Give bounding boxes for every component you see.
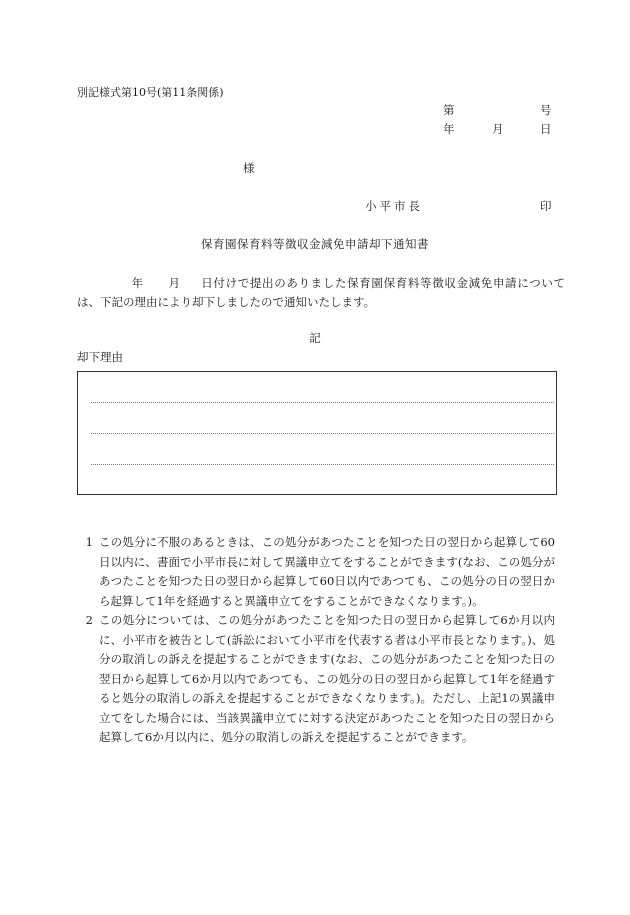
date-month-label: 月	[492, 122, 504, 136]
reason-line-3	[91, 464, 554, 465]
body-paragraph	[77, 274, 565, 312]
issuer-name: 小平市長	[365, 199, 423, 213]
form-number: 別記様式第10号(第11条関係)	[77, 86, 224, 99]
ki-heading: 記	[309, 331, 321, 345]
rejection-reason-box	[77, 371, 557, 495]
body-text: 日付けで提出のありました保育園保育料等徴収金減免申請については、下記の理由により却下しましたので通知いたします。	[77, 276, 565, 309]
document-number-suffix: 号	[540, 103, 552, 117]
note-number: 1	[85, 535, 93, 549]
note-item	[77, 611, 555, 748]
rejection-reason-label: 却下理由	[77, 350, 123, 364]
date-year-label: 年	[443, 122, 455, 136]
document-number-prefix: 第	[443, 103, 455, 117]
reason-line-1	[91, 402, 554, 403]
addressee-honorific: 様	[243, 161, 255, 175]
note-number: 2	[85, 613, 93, 627]
document-title: 保育園保育料等徴収金減免申請却下通知書	[201, 237, 429, 251]
seal-mark: 印	[540, 199, 552, 213]
reason-line-2	[91, 433, 554, 434]
body-year-label: 年	[131, 276, 144, 290]
date-day-label: 日	[540, 122, 552, 136]
notes-section	[77, 533, 555, 748]
note-text: この処分に不服のあるときは、この処分があつたことを知つた日の翌日から起算して60日以内に、書面で小平市長に対して異議申立てをすることができます(なお、この処分があつたことを知つた日の翌日から起算して60日以内であつても、この処分の日の翌日から起算して1年を経過すると異議申立てをすることができなくなります。)。	[99, 535, 555, 608]
note-item	[77, 533, 555, 611]
note-text: この処分については、この処分があつたことを知つた日の翌日から起算して6か月以内に、小平市を被告として(訴訟において小平市を代表する者は小平市長となります。)、処分の取消しの訴えを提起することができます(なお、この処分があつたことを知つた日の翌日から起算して6か月以内であつても、この処分の日の翌日から起算して1年を経過すると処分の取消しの訴えを提起することができなくなります。)。ただし、上記1の異議申立てをした場合には、当該異議申立てに対する決定があつたことを知つた日の翌日から起算して6か月以内に、処分の取消しの訴えを提起することができます。	[99, 613, 555, 744]
body-month-label: 月	[167, 276, 181, 290]
